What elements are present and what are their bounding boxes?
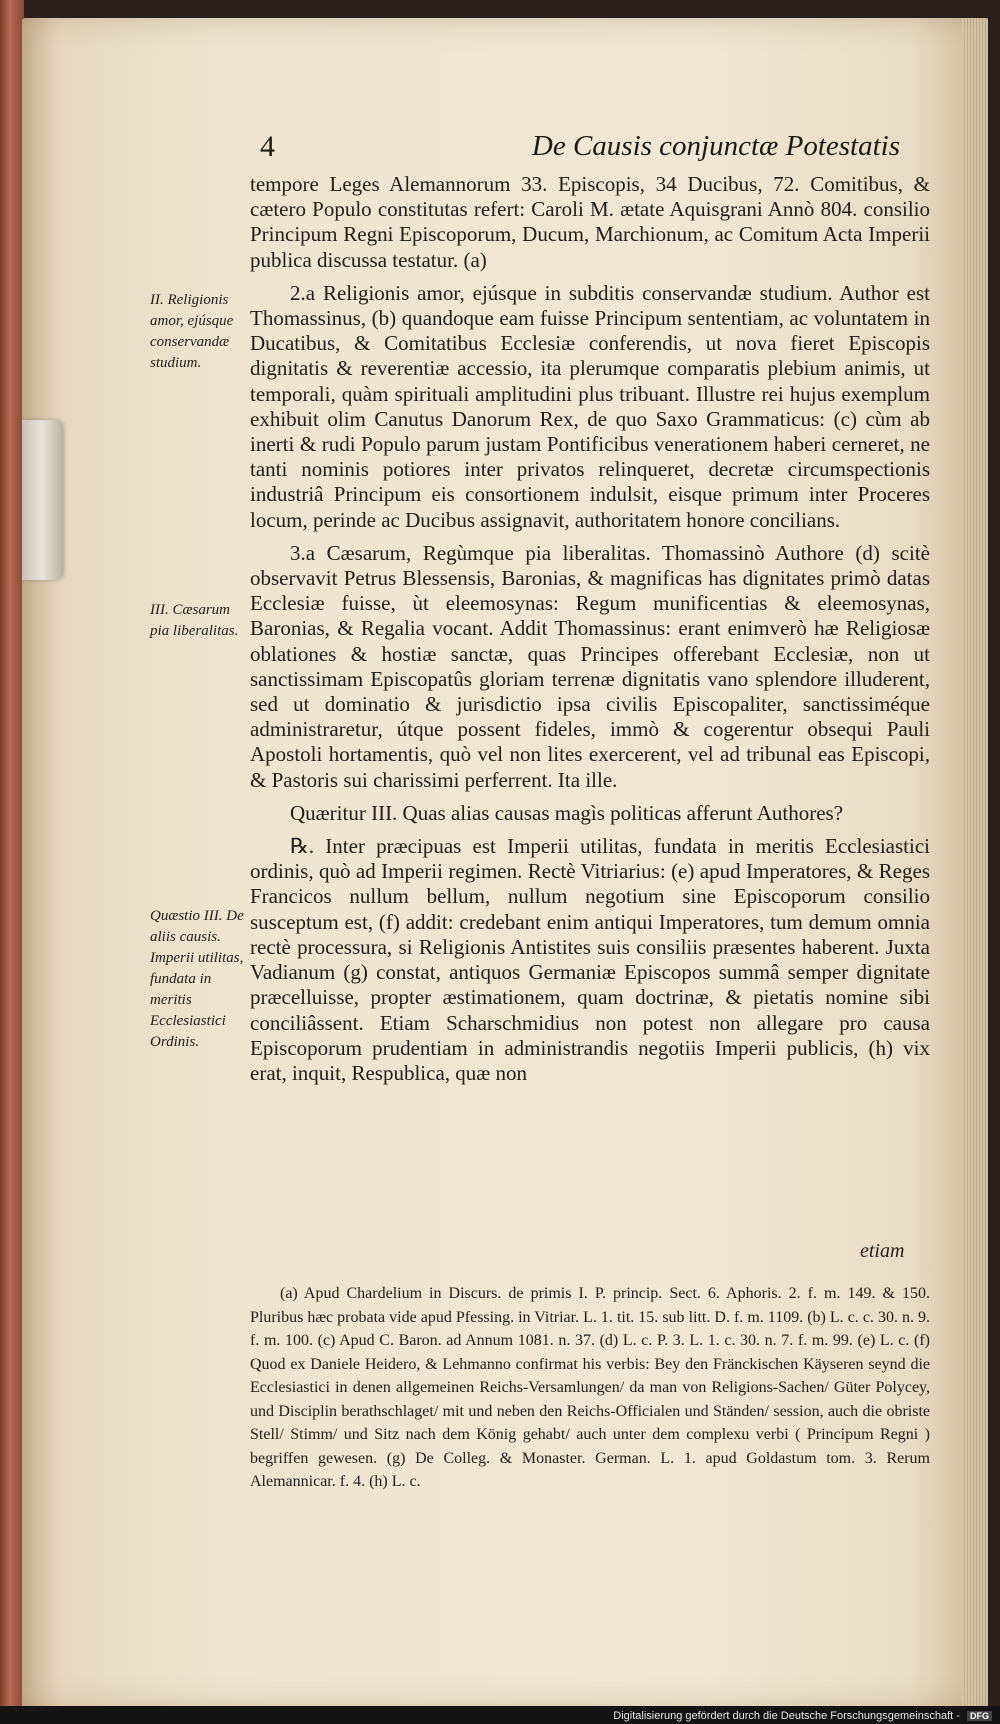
dfg-credit	[613, 1710, 992, 1722]
credit-text: Digitalisierung gefördert durch die Deutsche Forschungsgemeinschaft -	[613, 1710, 960, 1722]
margin-note-religionis: II. Religionis amor, ejúsque conservandæ studium.	[150, 292, 234, 371]
page-header	[260, 130, 900, 170]
running-title: De Causis conjunctæ Potestatis	[531, 130, 900, 162]
page-clip	[22, 420, 62, 580]
page-number: 4	[260, 130, 275, 163]
paragraph-3: 3.a Cæsarum, Regùmque pia liberalitas. Thomassinò Authore (d) scitè observavit Petrus Blessensis, Baronias, & magnificas has dignitates primò datas Ecclesiæ fuisse, ùt eleemosynas: Regum munificentias & eleemosynas, Baronias, & Regalia vocant. Addit Thomassinus: erant enimverò hæ Religiosæ oblationes & hostiæ sanctæ, quas Principes offerebant Ecclesiæ, non ut sanctissimam Episcopatûs gloriam terrenæ dignitatis vano splendore illuderent, sed ut dominatio & jurisdictio ipsa civilis Episcopaliter, sanctissiméque administraretur, útque possent fideles, immò & cogerentur obsequi Pauli Apostoli hortamentis, quò vel non lites exercerent, vel ad tribunal eas Episcopi, & Pastoris sui charissimi perferrent. Ita ille.	[250, 540, 930, 792]
paragraph-4: Quæritur III. Quas alias causas magìs politicas afferunt Authores?	[290, 800, 844, 825]
paragraph-2: 2.a Religionis amor, ejúsque in subditis conservandæ studium. Author est Thomassinus, (b) quandoque eam fuisse Principum sententiam, ac voluntatem in Ducatibus, & Comitatibus Ecclesiæ conferendis, ut nova fieret Episcopis dignitatis & reverentiæ accessio, ita plerumque comparatis plebium animis, ut temporali, quàm spirituali amplitudini plus tribuant. Illustre rei hujus exemplum exhibuit olim Canutus Danorum Rex, de quo Saxo Grammaticus: (c) cùm ab inerti & rudi Populo parum justam Pontificibus venerationem haberi cerneret, ne tanti nominis potiores inter privatos relinqueret, decretæ circumspectionis industriâ Principum eis consortionem indulsit, eisque primum inter Proceres locum, perinde ac Ducibus assignavit, authoritatem honore concilians.	[250, 280, 930, 532]
footnotes	[250, 1282, 930, 1494]
dfg-logo: DFG	[967, 1711, 992, 1721]
margin-note-quaestio: Quæstio III. De aliis causis. Imperii utilitas, fundata in meritis Ecclesiastici Ordinis.	[150, 908, 244, 1050]
footnote-block: (a) Apud Chardelium in Discurs. de primis I. P. princip. Sect. 6. Aphoris. 2. f. m. 149. & 150. Pluribus hæc probata vide apud Pfessing. in Vitriar. L. 1. tit. 15. sub litt. D. f. m. 1109. (b) L. c. c. 30. n. 9. f. m. 100. (c) Apud C. Baron. ad Annum 1081. n. 37. (d) L. c. P. 3. L. 1. c. 30. n. 7. f. m. 99. (e) L. c. (f) Quod ex Daniele Heidero, & Lehmanno confirmat his verbis: Bey den Fränckischen Käyseren seynd die Ecclesiastici in denen allgemeinen Reichs-Versamlungen/ da man von Religions-Sachen/ Güter Polycey, und Disciplin berathschlaget/ mit und neben den Reichs-Officialen und Ständen/ session, auch die obriste Stell/ Stimm/ und Sitz nach dem König gehabt/ auch unter dem complexu verbi ( Principum Regni ) begriffen gewesen. (g) De Colleg. & Monaster. German. L. 1. apud Goldastum tom. 3. Rerum Alemannicar. f. 4. (h) L. c.	[250, 1285, 930, 1490]
page-edge	[962, 18, 988, 1708]
margin-note-caesarum: III. Cæsarum pia liberalitas.	[150, 602, 239, 639]
footer-bar	[0, 1706, 1000, 1724]
book-binding	[0, 0, 24, 1724]
paragraph-5: ℞. Inter præcipuas est Imperii utilitas, fundata in meritis Ecclesiastici ordinis, quò ad Imperii regimen. Rectè Vitriarius: (e) apud Imperatores, & Reges Francicos nullum bellum, nullum negotium sine Episcoporum consilio susceptum est, (f) addit: credebant enim antiqui Imperatores, tum demum omnia rectè processura, si Religionis Antistites suis consiliis præsentes haberent. Juxta Vadianum (g) constat, antiquos Germaniæ Episcopos summâ semper dignitate præcelluisse, propter æstimationem, quam doctrinæ, & pietatis nomine sibi conciliâssent. Etiam Scharschmidius non potest non allegare pro causa Episcoporum prudentiam in administrandis negotiis Imperii publicis, (h) vix erat, inquit, Respublica, quæ non	[250, 834, 930, 1085]
paragraph-1: tempore Leges Alemannorum 33. Episcopis, 34 Ducibus, 72. Comitibus, & cætero Populo constitutas refert: Caroli M. ætate Aquisgrani Annò 804. consilio Principum Regni Episcoporum, Ducum, Marchionum, ac Comitum Acta Imperii publica discussa testatur. (a)	[250, 172, 930, 272]
main-text	[250, 172, 930, 1094]
catchword: etiam	[860, 1240, 905, 1262]
